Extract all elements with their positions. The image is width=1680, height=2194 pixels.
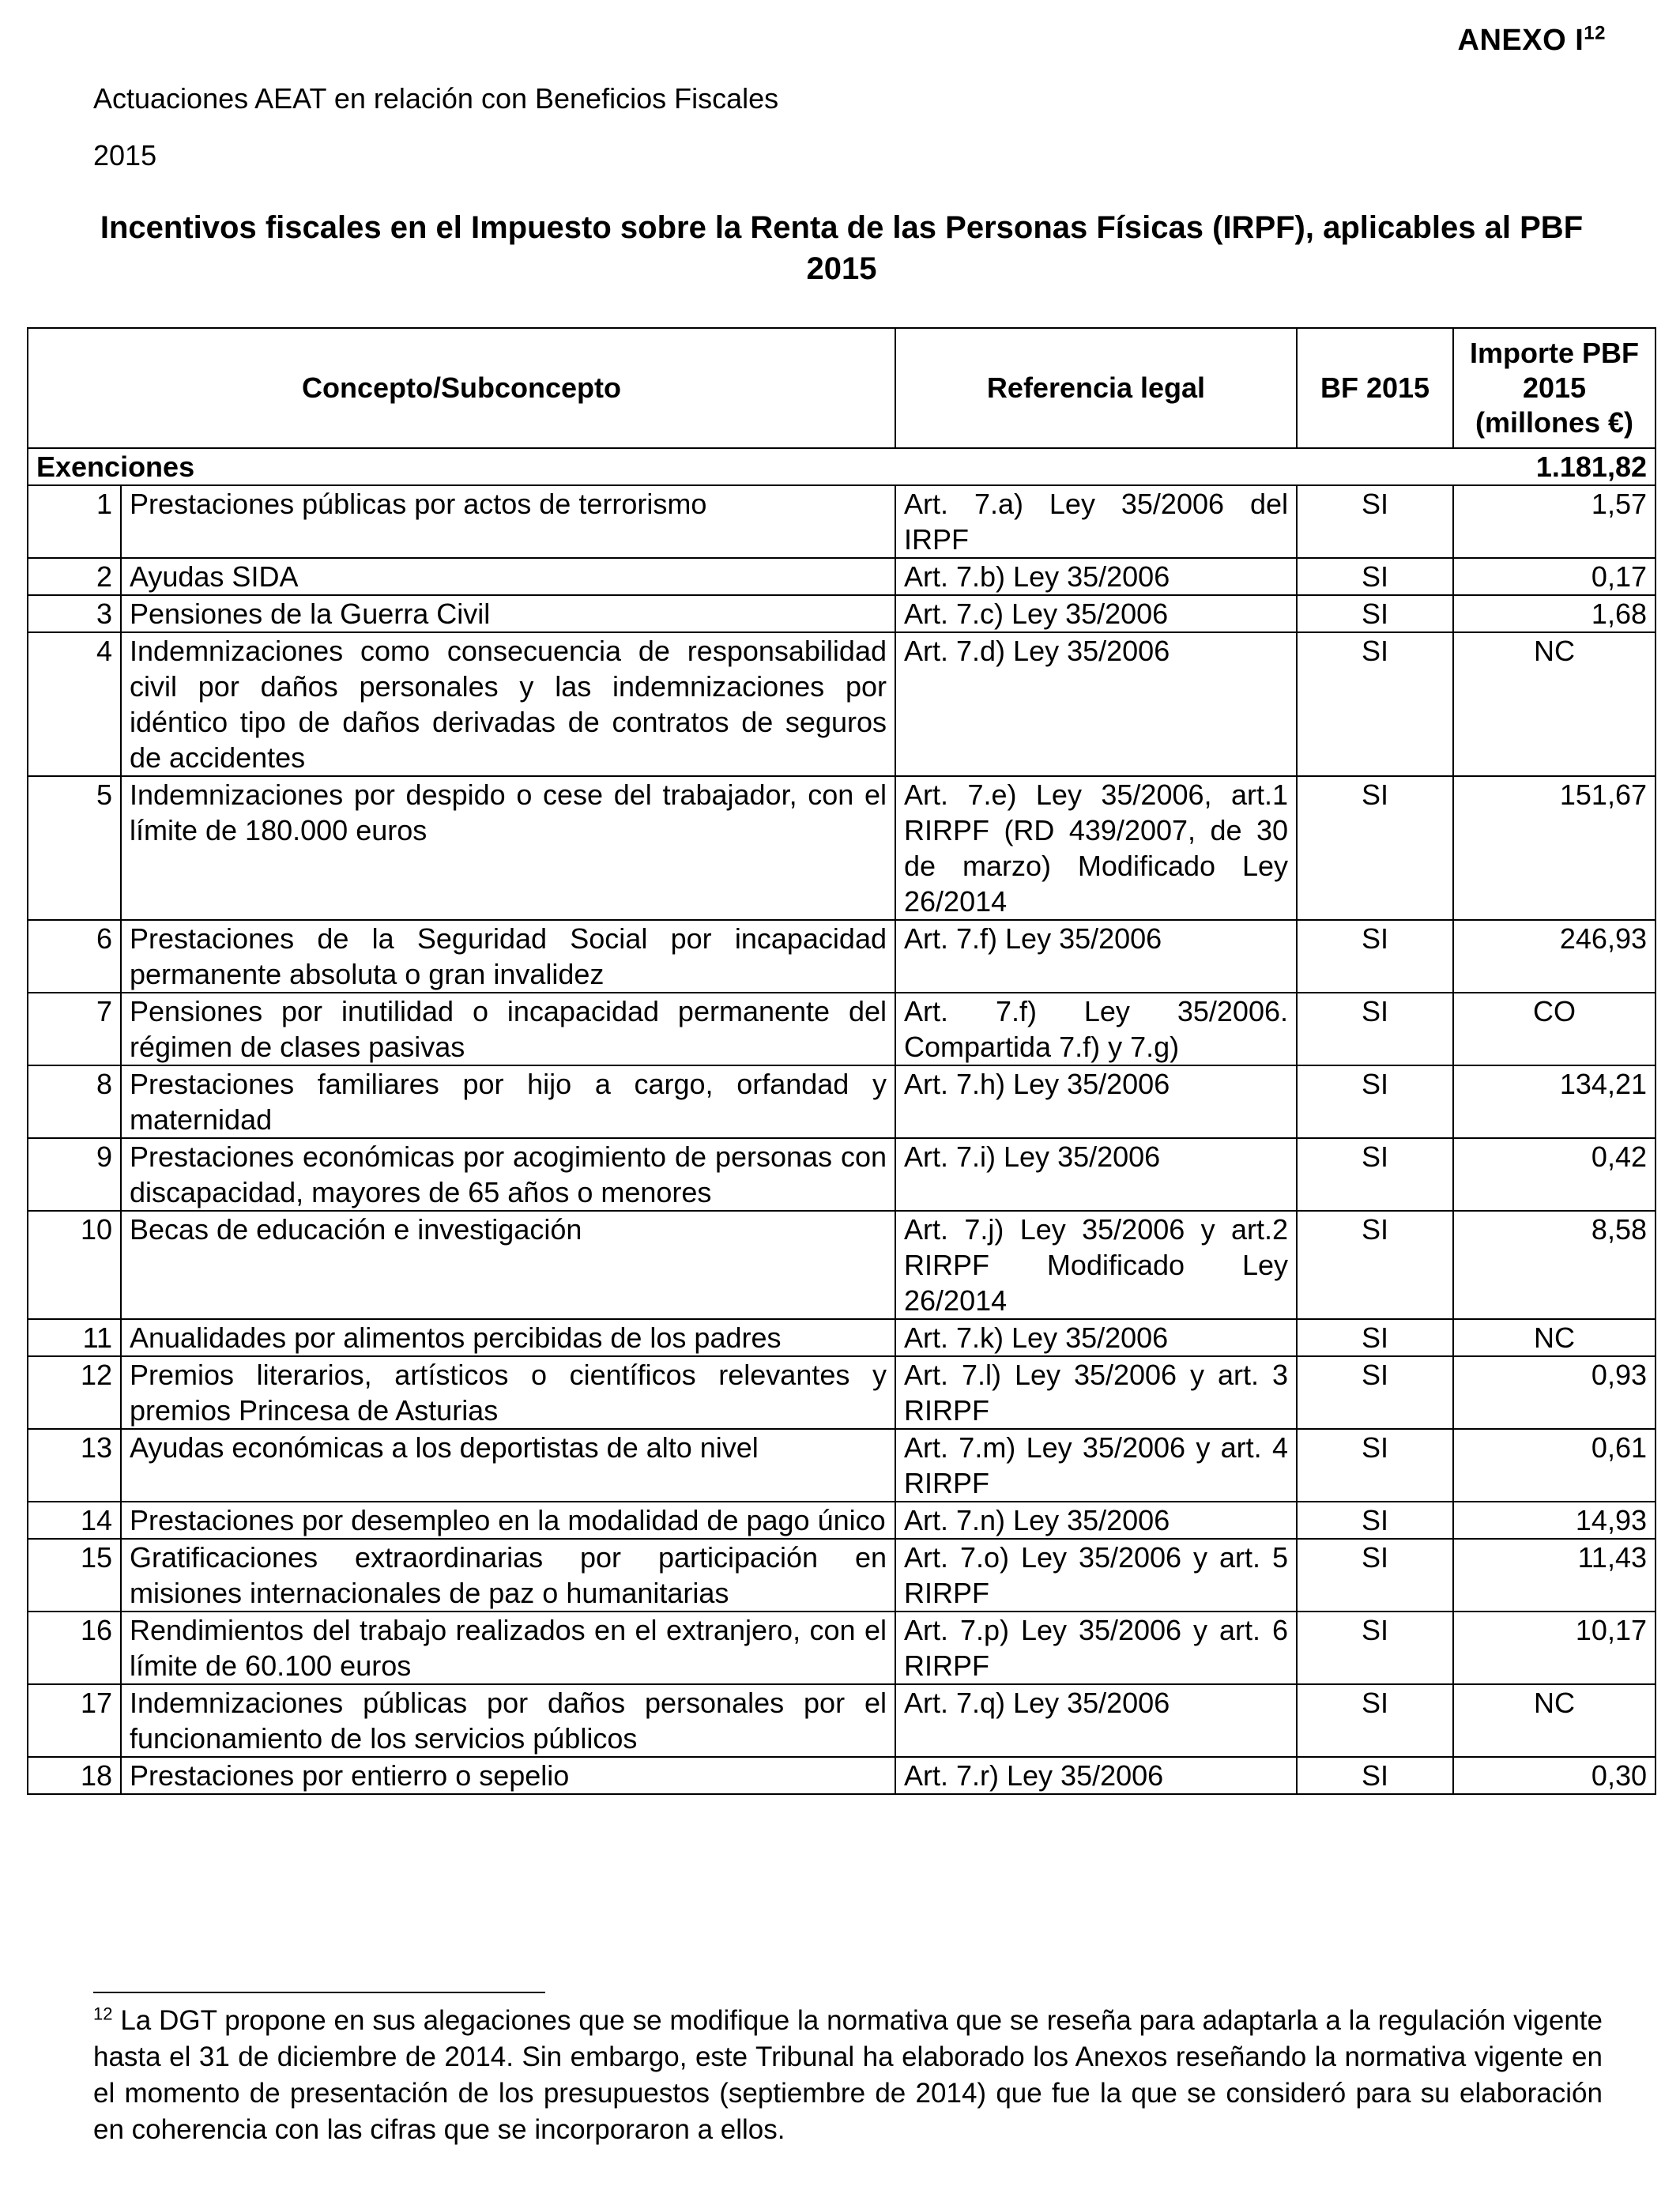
header-concept: Concepto/Subconcepto <box>28 328 895 448</box>
row-concept: Ayudas SIDA <box>121 558 895 595</box>
table-row <box>28 1138 1656 1211</box>
row-bf-2015: SI <box>1297 1502 1453 1539</box>
row-number: 1 <box>28 485 121 558</box>
row-number: 2 <box>28 558 121 595</box>
row-concept: Prestaciones públicas por actos de terrorismo <box>121 485 895 558</box>
row-number: 5 <box>28 776 121 920</box>
row-number: 3 <box>28 595 121 632</box>
row-legal-reference: Art. 7.o) Ley 35/2006 y art. 5 RIRPF <box>895 1539 1297 1612</box>
document-subtitle: Actuaciones AEAT en relación con Beneficios Fiscales <box>93 82 779 115</box>
row-number: 7 <box>28 993 121 1065</box>
table-row <box>28 1502 1656 1539</box>
annex-text: ANEXO I <box>1457 24 1584 57</box>
row-concept: Premios literarios, artísticos o científicos relevantes y premios Princesa de Asturias <box>121 1356 895 1429</box>
table-header-row <box>28 328 1656 448</box>
row-concept: Prestaciones por desempleo en la modalidad de pago único <box>121 1502 895 1539</box>
table-row <box>28 920 1656 993</box>
footnote-mark: 12 <box>93 2004 113 2024</box>
row-number: 11 <box>28 1319 121 1356</box>
row-number: 14 <box>28 1502 121 1539</box>
table-row <box>28 993 1656 1065</box>
row-legal-reference: Art. 7.k) Ley 35/2006 <box>895 1319 1297 1356</box>
row-concept: Pensiones por inutilidad o incapacidad permanente del régimen de clases pasivas <box>121 993 895 1065</box>
row-concept: Anualidades por alimentos percibidas de los padres <box>121 1319 895 1356</box>
annex-label <box>1458 24 1606 58</box>
row-concept: Prestaciones por entierro o sepelio <box>121 1757 895 1794</box>
row-number: 12 <box>28 1356 121 1429</box>
row-importe: 0,42 <box>1453 1138 1656 1211</box>
row-importe: 10,17 <box>1453 1612 1656 1684</box>
table-row <box>28 485 1656 558</box>
table-row <box>28 1319 1656 1356</box>
row-concept: Indemnizaciones por despido o cese del trabajador, con el límite de 180.000 euros <box>121 776 895 920</box>
row-number: 8 <box>28 1065 121 1138</box>
header-bf-2015: BF 2015 <box>1297 328 1453 448</box>
row-importe: 0,61 <box>1453 1429 1656 1502</box>
group-total: 1.181,82 <box>1453 448 1656 485</box>
group-label: Exenciones <box>28 448 1453 485</box>
row-number: 18 <box>28 1757 121 1794</box>
row-number: 13 <box>28 1429 121 1502</box>
row-bf-2015: SI <box>1297 1319 1453 1356</box>
row-concept: Indemnizaciones públicas por daños personales por el funcionamiento de los servicios públicos <box>121 1684 895 1757</box>
row-legal-reference: Art. 7.d) Ley 35/2006 <box>895 632 1297 776</box>
row-legal-reference: Art. 7.b) Ley 35/2006 <box>895 558 1297 595</box>
row-bf-2015: SI <box>1297 1612 1453 1684</box>
row-bf-2015: SI <box>1297 595 1453 632</box>
table-row <box>28 1065 1656 1138</box>
row-importe: NC <box>1453 1684 1656 1757</box>
row-legal-reference: Art. 7.f) Ley 35/2006 <box>895 920 1297 993</box>
row-importe: NC <box>1453 632 1656 776</box>
row-concept: Prestaciones familiares por hijo a cargo, orfandad y maternidad <box>121 1065 895 1138</box>
page-title: Incentivos fiscales en el Impuesto sobre la Renta de las Personas Físicas (IRPF), aplicables al PBF 2015 <box>100 210 1584 286</box>
row-importe: 134,21 <box>1453 1065 1656 1138</box>
row-number: 15 <box>28 1539 121 1612</box>
table-row <box>28 558 1656 595</box>
row-importe: 14,93 <box>1453 1502 1656 1539</box>
row-legal-reference: Art. 7.i) Ley 35/2006 <box>895 1138 1297 1211</box>
annex-footnote-mark: 12 <box>1584 22 1606 44</box>
benefits-table <box>27 327 1656 1795</box>
row-concept: Prestaciones económicas por acogimiento de personas con discapacidad, mayores de 65 años o menores <box>121 1138 895 1211</box>
row-number: 17 <box>28 1684 121 1757</box>
table-row <box>28 1356 1656 1429</box>
table-row <box>28 1539 1656 1612</box>
footnote-text: La DGT propone en sus alegaciones que se modifique la normativa que se reseña para adaptarla a la regulación vigente hasta el 31 de diciembre de 2014. Sin embargo, este Tribunal ha elaborado los Anexos reseñando la normativa vigente en el momento de presentación de los presupuestos (septiembre de 2014) que fue la que se consideró para su elaboración en coherencia con las cifras que se incorporaron a ellos. <box>93 2005 1603 2145</box>
row-number: 4 <box>28 632 121 776</box>
row-importe: CO <box>1453 993 1656 1065</box>
row-legal-reference: Art. 7.n) Ley 35/2006 <box>895 1502 1297 1539</box>
header-importe: Importe PBF 2015 (millones €) <box>1453 328 1656 448</box>
row-legal-reference: Art. 7.p) Ley 35/2006 y art. 6 RIRPF <box>895 1612 1297 1684</box>
row-bf-2015: SI <box>1297 1138 1453 1211</box>
row-bf-2015: SI <box>1297 920 1453 993</box>
row-importe: 151,67 <box>1453 776 1656 920</box>
table-row <box>28 1684 1656 1757</box>
row-legal-reference: Art. 7.a) Ley 35/2006 del IRPF <box>895 485 1297 558</box>
footnote <box>93 2003 1603 2148</box>
table-row <box>28 1612 1656 1684</box>
table-row <box>28 632 1656 776</box>
row-legal-reference: Art. 7.c) Ley 35/2006 <box>895 595 1297 632</box>
row-bf-2015: SI <box>1297 1429 1453 1502</box>
table-row <box>28 595 1656 632</box>
row-bf-2015: SI <box>1297 485 1453 558</box>
row-legal-reference: Art. 7.j) Ley 35/2006 y art.2 RIRPF Modificado Ley 26/2014 <box>895 1211 1297 1319</box>
row-bf-2015: SI <box>1297 1684 1453 1757</box>
row-importe: NC <box>1453 1319 1656 1356</box>
row-importe: 0,30 <box>1453 1757 1656 1794</box>
row-concept: Rendimientos del trabajo realizados en el extranjero, con el límite de 60.100 euros <box>121 1612 895 1684</box>
row-number: 9 <box>28 1138 121 1211</box>
row-bf-2015: SI <box>1297 632 1453 776</box>
table-row <box>28 776 1656 920</box>
row-legal-reference: Art. 7.l) Ley 35/2006 y art. 3 RIRPF <box>895 1356 1297 1429</box>
row-legal-reference: Art. 7.h) Ley 35/2006 <box>895 1065 1297 1138</box>
row-bf-2015: SI <box>1297 1211 1453 1319</box>
row-bf-2015: SI <box>1297 558 1453 595</box>
row-bf-2015: SI <box>1297 776 1453 920</box>
table-row <box>28 1429 1656 1502</box>
row-bf-2015: SI <box>1297 993 1453 1065</box>
row-bf-2015: SI <box>1297 1065 1453 1138</box>
row-concept: Becas de educación e investigación <box>121 1211 895 1319</box>
row-number: 16 <box>28 1612 121 1684</box>
row-importe: 1,68 <box>1453 595 1656 632</box>
row-concept: Gratificaciones extraordinarias por participación en misiones internacionales de paz o humanitarias <box>121 1539 895 1612</box>
row-importe: 8,58 <box>1453 1211 1656 1319</box>
row-legal-reference: Art. 7.e) Ley 35/2006, art.1 RIRPF (RD 439/2007, de 30 de marzo) Modificado Ley 26/2014 <box>895 776 1297 920</box>
row-importe: 246,93 <box>1453 920 1656 993</box>
header-legal-reference: Referencia legal <box>895 328 1297 448</box>
row-number: 10 <box>28 1211 121 1319</box>
document-year: 2015 <box>93 139 157 172</box>
table-row <box>28 1757 1656 1794</box>
row-importe: 1,57 <box>1453 485 1656 558</box>
row-number: 6 <box>28 920 121 993</box>
row-concept: Indemnizaciones como consecuencia de responsabilidad civil por daños personales y las indemnizaciones por idéntico tipo de daños derivadas de contratos de seguros de accidentes <box>121 632 895 776</box>
row-concept: Ayudas económicas a los deportistas de alto nivel <box>121 1429 895 1502</box>
row-legal-reference: Art. 7.f) Ley 35/2006. Compartida 7.f) y 7.g) <box>895 993 1297 1065</box>
footnote-separator <box>93 1992 545 1993</box>
row-importe: 11,43 <box>1453 1539 1656 1612</box>
row-legal-reference: Art. 7.m) Ley 35/2006 y art. 4 RIRPF <box>895 1429 1297 1502</box>
row-bf-2015: SI <box>1297 1356 1453 1429</box>
row-importe: 0,93 <box>1453 1356 1656 1429</box>
row-bf-2015: SI <box>1297 1757 1453 1794</box>
group-row-exenciones <box>28 448 1656 485</box>
row-importe: 0,17 <box>1453 558 1656 595</box>
row-legal-reference: Art. 7.r) Ley 35/2006 <box>895 1757 1297 1794</box>
row-legal-reference: Art. 7.q) Ley 35/2006 <box>895 1684 1297 1757</box>
row-bf-2015: SI <box>1297 1539 1453 1612</box>
row-concept: Prestaciones de la Seguridad Social por incapacidad permanente absoluta o gran invalidez <box>121 920 895 993</box>
row-concept: Pensiones de la Guerra Civil <box>121 595 895 632</box>
table-row <box>28 1211 1656 1319</box>
